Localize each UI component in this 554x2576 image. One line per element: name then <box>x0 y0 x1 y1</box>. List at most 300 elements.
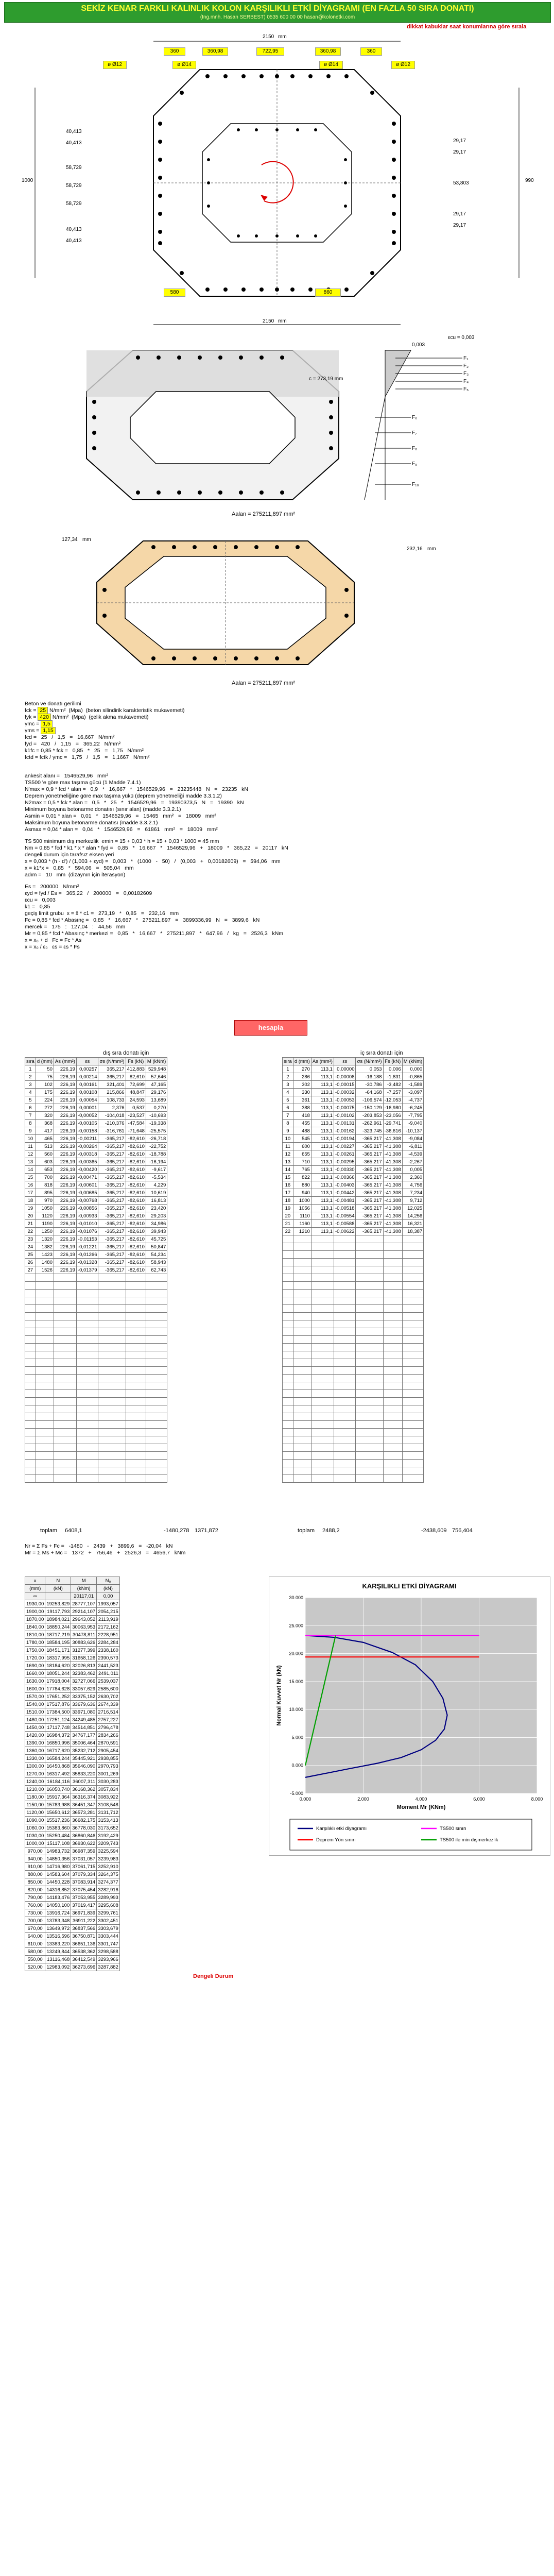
right-steel-cell <box>311 1282 334 1290</box>
left-steel-cell <box>98 1313 126 1320</box>
right-steel-cell: 113,1 <box>311 1089 334 1096</box>
right-steel-cell <box>383 1390 402 1398</box>
right-steel-cell <box>383 1429 402 1436</box>
left-steel-cell <box>146 1382 167 1390</box>
left-steel-cell: 1320 <box>36 1235 54 1243</box>
nm-row <box>25 1863 120 1871</box>
left-steel-row <box>25 1143 167 1150</box>
nm-cell: 14850,356 <box>45 1855 71 1863</box>
gmc-input[interactable]: 1,5 <box>41 720 53 727</box>
fyk-input[interactable]: 420 <box>38 714 51 721</box>
left-steel-cell: 10,619 <box>146 1189 167 1197</box>
right-steel-cell <box>356 1351 383 1359</box>
left-steel-cell: -210,376 <box>98 1120 126 1127</box>
left-steel-row <box>25 1436 167 1444</box>
right-steel-cell <box>402 1328 423 1336</box>
right-steel-cell <box>356 1421 383 1429</box>
left-header-3: εs <box>76 1058 98 1065</box>
left-steel-cell: -365,217 <box>98 1251 126 1259</box>
right-steel-row <box>283 1143 424 1150</box>
merkez-line: mercek = 175 : 127,04 : 44,56 mm <box>25 924 126 930</box>
left-steel-cell <box>54 1405 76 1413</box>
right-steel-cell <box>334 1429 356 1436</box>
left-header-0: sıra <box>25 1058 36 1065</box>
right-steel-cell: 9 <box>283 1127 293 1135</box>
right-steel-cell <box>283 1305 293 1313</box>
right-steel-cell <box>311 1460 334 1467</box>
nm-row <box>25 1840 120 1848</box>
nm-first-3: 0,00 <box>97 1592 120 1600</box>
nm-cell: 32727,066 <box>71 1677 97 1685</box>
nm-cell: 2757,227 <box>97 1716 120 1724</box>
right-steel-cell: -0,00015 <box>334 1081 356 1089</box>
left-steel-cell <box>36 1313 54 1320</box>
left-steel-cell: -365,217 <box>98 1205 126 1212</box>
right-steel-cell: 1110 <box>293 1212 311 1220</box>
nm-cell: 14450,228 <box>45 1878 71 1886</box>
nm-cell: 13649,972 <box>45 1925 71 1933</box>
right-steel-cell <box>383 1297 402 1305</box>
denge-label: Dengeli Durum <box>193 1973 234 1979</box>
right-steel-cell <box>356 1390 383 1398</box>
left-steel-cell: -82,610 <box>126 1197 146 1205</box>
right-steel-row <box>283 1375 424 1382</box>
right-steel-row <box>283 1104 424 1112</box>
right-steel-row <box>283 1073 424 1081</box>
area-line: ankesit alanı = 1546529,96 mm² <box>25 773 108 779</box>
left-steel-cell <box>54 1460 76 1467</box>
left-steel-cell <box>54 1297 76 1305</box>
xf-line: x = x₀ + d Fc = Fc * As <box>25 937 82 943</box>
right-steel-cell: 21 <box>283 1220 293 1228</box>
right-steel-cell <box>293 1359 311 1367</box>
right-steel-row <box>283 1065 424 1073</box>
left-steel-cell <box>126 1336 146 1344</box>
interaction-chart <box>269 1577 550 1856</box>
right-steel-cell <box>402 1398 423 1405</box>
right-steel-cell <box>311 1421 334 1429</box>
nm-cell: 760,00 <box>25 1902 45 1909</box>
left-steel-cell <box>25 1413 36 1421</box>
left-val-4: 58,729 <box>66 183 82 189</box>
right-steel-cell <box>311 1336 334 1344</box>
xval-line: x = k1*x = 0,85 * 594,06 = 505,04 mm <box>25 865 134 871</box>
left-steel-row <box>25 1065 167 1073</box>
right-steel-cell <box>356 1282 383 1290</box>
legend-box <box>290 1819 532 1850</box>
left-steel-cell: 226,19 <box>54 1197 76 1205</box>
left-steel-cell <box>126 1475 146 1483</box>
nm-cell: 2054,215 <box>97 1608 120 1616</box>
left-steel-cell <box>25 1444 36 1452</box>
left-steel-cell <box>25 1467 36 1475</box>
left-steel-cell: 560 <box>36 1150 54 1158</box>
right-steel-cell <box>311 1328 334 1336</box>
right-steel-cell <box>334 1475 356 1483</box>
nm-cell: 16050,740 <box>45 1786 71 1793</box>
left-steel-cell <box>76 1313 98 1320</box>
left-steel-cell <box>54 1475 76 1483</box>
left-steel-row <box>25 1073 167 1081</box>
left-steel-row <box>25 1220 167 1228</box>
left-steel-cell: 7 <box>25 1112 36 1120</box>
left-steel-cell <box>25 1460 36 1467</box>
page-title: SEKİZ KENAR FARKLI KALINLIK KOLON KARŞILIKLI ETKİ DİYAGRAMI (EN FAZLA 50 SIRA DONATI) <box>81 4 474 13</box>
right-steel-cell: -1,589 <box>402 1081 423 1089</box>
left-steel-cell: 226,19 <box>54 1205 76 1212</box>
left-steel-cell <box>36 1413 54 1421</box>
nm-cell: 3030,283 <box>97 1778 120 1786</box>
right-steel-row <box>283 1120 424 1127</box>
right-steel-row <box>283 1305 424 1313</box>
right-steel-cell <box>383 1251 402 1259</box>
asmax-line: Asmax = 0,04 * alan = 0,04 * 1546529,96 = 61861 mm² = 18009 mm² <box>25 826 218 833</box>
ts500-title: TS500 'e göre max taşıma gücü (1 Madde 7.4.1) <box>25 779 141 786</box>
left-steel-cell <box>76 1367 98 1375</box>
left-steel-cell <box>98 1367 126 1375</box>
nm-cell: 16184,116 <box>45 1778 71 1786</box>
nm-cell: 15117,108 <box>45 1840 71 1848</box>
nm-cell: 31277,399 <box>71 1647 97 1654</box>
left-steel-cell <box>36 1452 54 1460</box>
left-steel-cell <box>146 1282 167 1290</box>
left-steel-cell <box>25 1328 36 1336</box>
nm-cell: 1600,00 <box>25 1685 45 1693</box>
nm-row <box>25 1855 120 1863</box>
nm-cell: 2870,591 <box>97 1739 120 1747</box>
fyk-desc: N/mm² (Mpa) (çelik akma mukavemeti) <box>52 714 149 720</box>
nm-cell: 1270,00 <box>25 1770 45 1778</box>
right-steel-cell: 880 <box>293 1181 311 1189</box>
left-val-1: 40,413 <box>66 129 82 134</box>
nm-cell: 36316,374 <box>71 1793 97 1801</box>
depth-label: c = 273,19 mm <box>309 376 343 382</box>
right-steel-cell: -0,00102 <box>334 1112 356 1120</box>
nm-cell: 2172,162 <box>97 1623 120 1631</box>
left-steel-cell <box>54 1452 76 1460</box>
nm-header-1: N <box>45 1577 71 1585</box>
left-steel-cell: -19,338 <box>146 1120 167 1127</box>
right-steel-row <box>283 1112 424 1120</box>
right-steel-row <box>283 1351 424 1359</box>
nm-cell: 36860,846 <box>71 1832 97 1840</box>
right-steel-cell <box>334 1359 356 1367</box>
left-steel-row <box>25 1212 167 1220</box>
right-steel-row <box>283 1421 424 1429</box>
right-steel-cell <box>402 1344 423 1351</box>
nm-unit-2: (kNm) <box>71 1585 97 1592</box>
top-dim-unit: mm <box>278 34 287 40</box>
core-right-dim: 232,16 <box>407 546 423 552</box>
left-steel-cell <box>54 1351 76 1359</box>
nm-cell: 36651,136 <box>71 1940 97 1948</box>
left-steel-cell: -365,217 <box>98 1228 126 1235</box>
right-steel-cell <box>283 1251 293 1259</box>
left-steel-cell <box>25 1344 36 1351</box>
nm-row <box>25 1600 120 1608</box>
left-steel-cell <box>98 1328 126 1336</box>
left-steel-cell: 102 <box>36 1081 54 1089</box>
right-steel-cell: 113,1 <box>311 1228 334 1235</box>
right-steel-cell: -365,217 <box>356 1220 383 1228</box>
right-steel-cell: -0,00261 <box>334 1150 356 1158</box>
xz-line: x = x₀ / ε₀ εs = εs * Fs <box>25 944 80 950</box>
top-dim-5: 360 <box>360 47 382 56</box>
left-steel-cell <box>54 1336 76 1344</box>
right-steel-cell: -0,00366 <box>334 1174 356 1181</box>
chart-svg <box>269 1577 550 1855</box>
right-steel-cell: -365,217 <box>356 1135 383 1143</box>
right-steel-row <box>283 1096 424 1104</box>
nm-cell: 36573,281 <box>71 1809 97 1817</box>
right-steel-cell: -7,257 <box>383 1089 402 1096</box>
x-tick-label: 4.000 <box>415 1797 427 1802</box>
left-steel-cell <box>36 1336 54 1344</box>
nm-cell: 36987,359 <box>71 1848 97 1855</box>
left-steel-cell <box>126 1328 146 1336</box>
left-header-1: d (mm) <box>36 1058 54 1065</box>
left-table-title: dış sıra donatı için <box>103 1050 149 1056</box>
left-steel-cell <box>126 1413 146 1421</box>
left-steel-cell <box>36 1282 54 1290</box>
left-steel-cell <box>36 1328 54 1336</box>
right-steel-cell <box>311 1436 334 1444</box>
nm-row <box>25 1693 120 1701</box>
side-dim-left: 1000 <box>22 178 33 183</box>
right-steel-cell <box>334 1235 356 1243</box>
left-steel-cell: 226,19 <box>54 1243 76 1251</box>
nm-cell: 1510,00 <box>25 1708 45 1716</box>
left-steel-cell <box>25 1429 36 1436</box>
nm-row <box>25 1871 120 1878</box>
left-val-2: 40,413 <box>66 140 82 146</box>
right-steel-cell <box>311 1274 334 1282</box>
nm-cell: 17651,252 <box>45 1693 71 1701</box>
nm-cell: 3192,429 <box>97 1832 120 1840</box>
right-steel-cell <box>293 1282 311 1290</box>
right-table-title: iç sıra donatı için <box>360 1050 403 1056</box>
right-steel-cell: 113,1 <box>311 1073 334 1081</box>
nm-cell: 16450,868 <box>45 1762 71 1770</box>
right-steel-cell: -0,00295 <box>334 1158 356 1166</box>
left-steel-cell <box>76 1305 98 1313</box>
left-steel-cell: 16 <box>25 1181 36 1189</box>
left-steel-cell: 29,176 <box>146 1089 167 1096</box>
nm-cell: 880,00 <box>25 1871 45 1878</box>
right-steel-row <box>283 1282 424 1290</box>
nm-cell: 32026,813 <box>71 1662 97 1670</box>
right-steel-cell <box>311 1305 334 1313</box>
right-steel-cell <box>383 1266 402 1274</box>
right-steel-cell <box>293 1305 311 1313</box>
left-steel-cell: 75 <box>36 1073 54 1081</box>
nm-cell: 3298,588 <box>97 1948 120 1956</box>
nm-cell: 820,00 <box>25 1886 45 1894</box>
right-steel-cell <box>283 1398 293 1405</box>
left-steel-cell: 1382 <box>36 1243 54 1251</box>
nm-cell: 1690,00 <box>25 1662 45 1670</box>
right-steel-cell: -0,865 <box>402 1073 423 1081</box>
nm-row <box>25 1770 120 1778</box>
right-steel-cell: -0,00032 <box>334 1089 356 1096</box>
right-steel-cell: 302 <box>293 1081 311 1089</box>
ecu-label: εcu = 0,003 <box>448 335 475 341</box>
right-steel-row <box>283 1089 424 1096</box>
fyk-row <box>25 714 540 721</box>
left-steel-cell: -365,217 <box>98 1143 126 1150</box>
right-steel-cell <box>356 1259 383 1266</box>
left-steel-cell <box>25 1475 36 1483</box>
right-steel-cell: -262,961 <box>356 1120 383 1127</box>
nm-first-2: 20117,01 <box>71 1592 97 1600</box>
left-steel-cell <box>54 1305 76 1313</box>
left-steel-cell: 20 <box>25 1212 36 1220</box>
left-steel-cell: -0,01153 <box>76 1235 98 1243</box>
nm-cell: 1900,00 <box>25 1608 45 1616</box>
left-steel-cell <box>54 1359 76 1367</box>
right-steel-cell <box>283 1290 293 1297</box>
left-steel-cell <box>126 1460 146 1467</box>
left-steel-cell <box>54 1436 76 1444</box>
left-steel-cell <box>76 1460 98 1467</box>
step-line[interactable]: adım = 10 mm (dizaynın için iterasyon) <box>25 872 126 878</box>
right-steel-cell: 113,1 <box>311 1112 334 1120</box>
left-steel-cell <box>54 1467 76 1475</box>
right-steel-cell: 6 <box>283 1104 293 1112</box>
left-steel-cell: 18 <box>25 1197 36 1205</box>
core-right-unit: mm <box>427 546 436 552</box>
left-steel-cell: 58,943 <box>146 1259 167 1266</box>
right-steel-cell: -41,308 <box>383 1166 402 1174</box>
right-steel-cell <box>293 1259 311 1266</box>
left-steel-cell: 16,813 <box>146 1197 167 1205</box>
left-steel-cell: 653 <box>36 1166 54 1174</box>
right-steel-row <box>283 1243 424 1251</box>
left-steel-cell: -0,00471 <box>76 1174 98 1181</box>
left-steel-cell <box>54 1444 76 1452</box>
right-steel-cell <box>283 1475 293 1483</box>
left-steel-row <box>25 1197 167 1205</box>
right-steel-row <box>283 1460 424 1467</box>
nm-cell: 3209,743 <box>97 1840 120 1848</box>
left-steel-cell <box>126 1375 146 1382</box>
nm-cell: 3173,652 <box>97 1824 120 1832</box>
nm-cell: 15650,612 <box>45 1809 71 1817</box>
left-steel-cell: -82,610 <box>126 1220 146 1228</box>
left-steel-cell: 9 <box>25 1127 36 1135</box>
right-steel-cell: 1210 <box>293 1228 311 1235</box>
right-steel-cell <box>402 1359 423 1367</box>
right-steel-cell <box>402 1305 423 1313</box>
right-steel-cell <box>383 1421 402 1429</box>
left-steel-row <box>25 1390 167 1398</box>
nm-cell: 16584,244 <box>45 1755 71 1762</box>
result-block <box>25 1543 185 1556</box>
left-steel-cell: -0,00933 <box>76 1212 98 1220</box>
nm-cell: 36451,347 <box>71 1801 97 1809</box>
right-steel-cell: 0,053 <box>356 1065 383 1073</box>
left-steel-row <box>25 1174 167 1181</box>
left-steel-cell <box>126 1436 146 1444</box>
left-steel-cell: 226,19 <box>54 1212 76 1220</box>
nm-cell: 14583,604 <box>45 1871 71 1878</box>
left-steel-cell: -18,788 <box>146 1150 167 1158</box>
left-steel-cell: -25,575 <box>146 1127 167 1135</box>
nm-row <box>25 1940 120 1948</box>
right-steel-cell: -0,00518 <box>334 1205 356 1212</box>
left-steel-cell: -82,610 <box>126 1150 146 1158</box>
right-steel-cell <box>283 1235 293 1243</box>
left-steel-cell <box>98 1398 126 1405</box>
fck-input[interactable]: 25 <box>38 707 48 714</box>
nm-cell: 33679,636 <box>71 1701 97 1708</box>
left-steel-cell: 11 <box>25 1143 36 1150</box>
right-steel-cell <box>402 1375 423 1382</box>
force-label-4: F₄ <box>463 379 469 384</box>
left-steel-row <box>25 1089 167 1096</box>
right-steel-cell <box>383 1398 402 1405</box>
right-steel-cell: 4,756 <box>402 1181 423 1189</box>
nm-cell: 30478,811 <box>71 1631 97 1639</box>
left-steel-cell <box>25 1382 36 1390</box>
nm-row <box>25 1670 120 1677</box>
nm-row <box>25 1894 120 1902</box>
left-steel-cell: -82,610 <box>126 1259 146 1266</box>
left-steel-cell: 15 <box>25 1174 36 1181</box>
left-steel-cell: -365,217 <box>98 1243 126 1251</box>
left-steel-cell: -0,00365 <box>76 1158 98 1166</box>
left-steel-cell: 17 <box>25 1189 36 1197</box>
left-steel-cell <box>98 1320 126 1328</box>
left-steel-cell <box>146 1460 167 1467</box>
left-steel-cell: 226,19 <box>54 1112 76 1120</box>
hesapla-button[interactable]: hesapla <box>234 1020 307 1036</box>
right-steel-row <box>283 1290 424 1297</box>
right-steel-cell <box>356 1405 383 1413</box>
right-steel-cell <box>293 1235 311 1243</box>
gms-input[interactable]: 1,15 <box>41 727 55 734</box>
nm-cell: 14183,476 <box>45 1894 71 1902</box>
right-steel-row <box>283 1413 424 1421</box>
left-steel-cell <box>98 1290 126 1297</box>
nm-cell: 1240,00 <box>25 1778 45 1786</box>
y-tick-label: 30.000 <box>289 1595 303 1600</box>
left-steel-cell: 8 <box>25 1120 36 1127</box>
left-steel-row <box>25 1112 167 1120</box>
left-steel-cell: 57,646 <box>146 1073 167 1081</box>
right-steel-row <box>283 1212 424 1220</box>
right-steel-cell <box>383 1290 402 1297</box>
left-steel-cell <box>98 1429 126 1436</box>
fc-line: Fc = 0,85 * fcd * Abasınç = 0,85 * 16,667 * 275211,897 = 3899336,99 N = 3899,6 kN <box>25 917 260 923</box>
right-steel-row <box>283 1429 424 1436</box>
nm-row <box>25 1762 120 1770</box>
right-steel-cell <box>293 1290 311 1297</box>
left-steel-cell <box>146 1367 167 1375</box>
left-steel-cell: -0,01379 <box>76 1266 98 1274</box>
left-steel-cell: 0,00054 <box>76 1096 98 1104</box>
left-steel-cell: -365,217 <box>98 1158 126 1166</box>
left-steel-cell: 3 <box>25 1081 36 1089</box>
left-steel-cell <box>76 1282 98 1290</box>
y-tick-label: 0.000 <box>291 1762 303 1768</box>
nm-cell: 36778,030 <box>71 1824 97 1832</box>
area-label-1: Aalan = 275211,897 mm² <box>232 511 296 517</box>
left-steel-row <box>25 1444 167 1452</box>
left-steel-cell: 226,19 <box>54 1120 76 1127</box>
left-steel-cell <box>98 1375 126 1382</box>
right-steel-cell <box>311 1467 334 1475</box>
